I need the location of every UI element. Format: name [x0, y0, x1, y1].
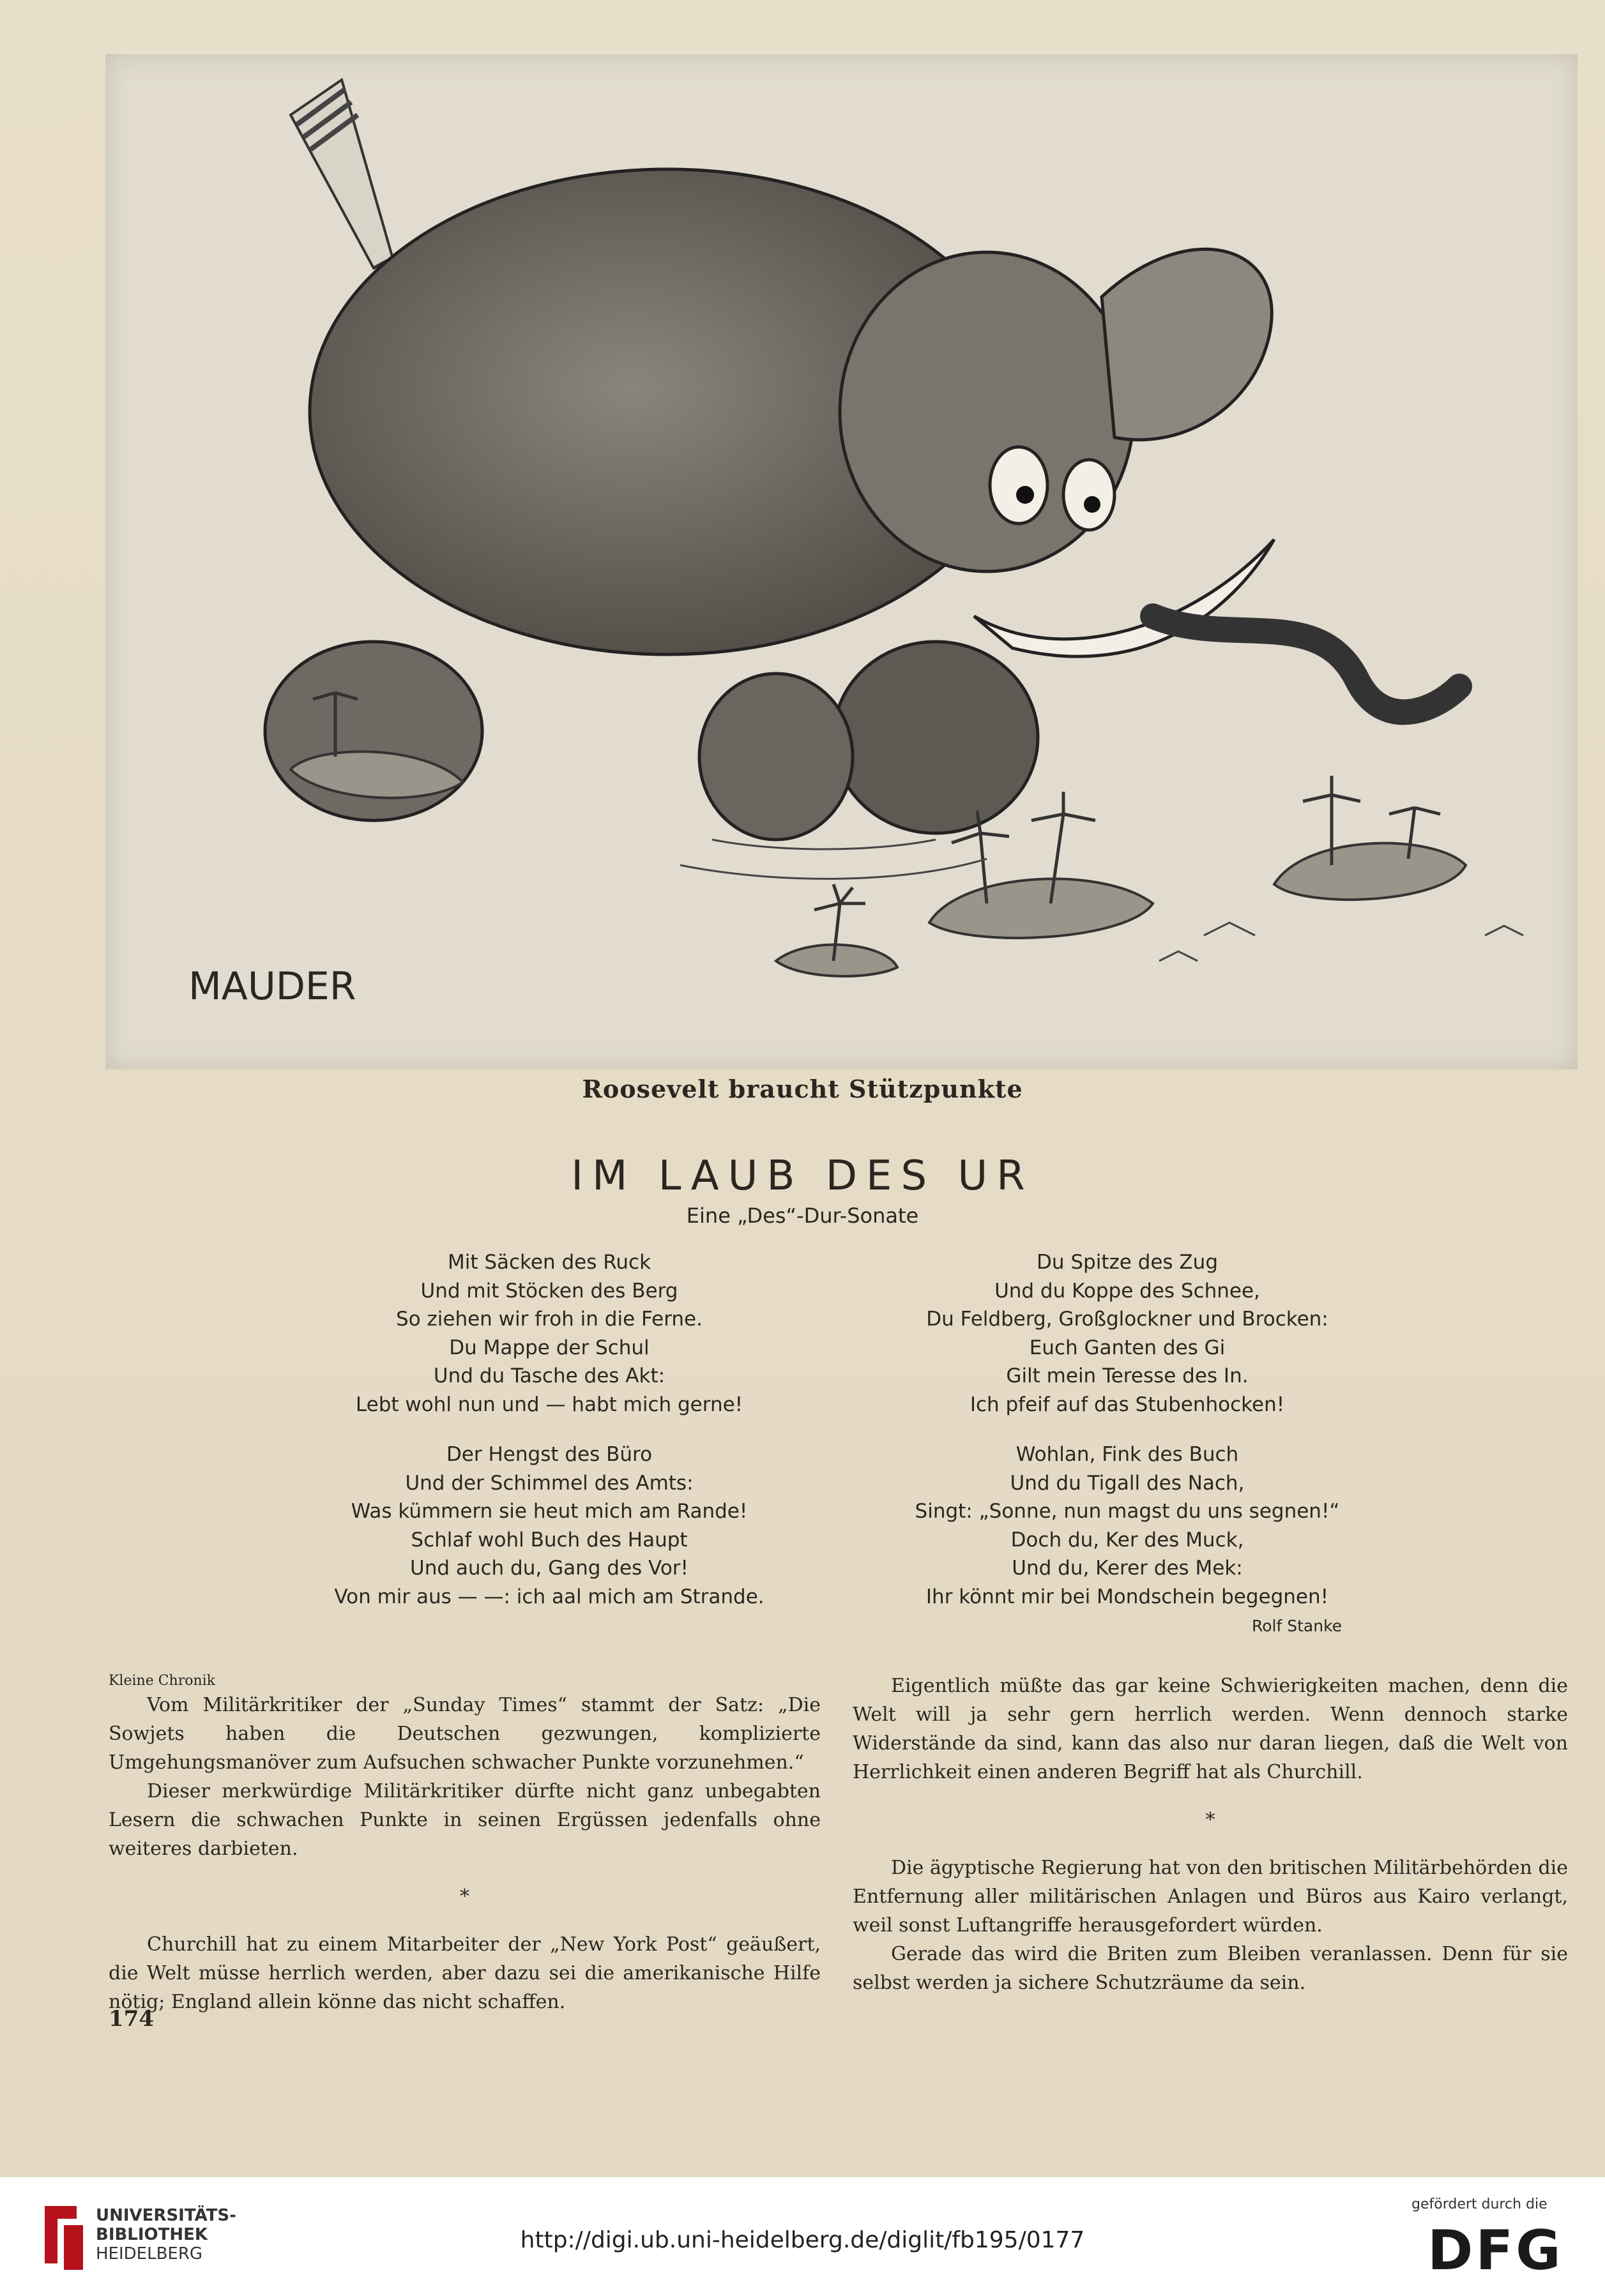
library-name-line: HEIDELBERG [96, 2244, 203, 2263]
poem-line: Ihr könnt mir bei Mondschein begegnen! [925, 1585, 1329, 1608]
section-separator: * [460, 1885, 469, 1908]
poem-line: Singt: „Sonne, nun magst du uns segnen!“ [915, 1500, 1340, 1523]
poem-stanza [840, 1440, 1415, 1611]
page-number: 174 [109, 2006, 154, 2032]
poem-line: Du Spitze des Zug [1036, 1251, 1218, 1274]
poem-line: Mit Säcken des Ruck [447, 1251, 651, 1274]
chronik-paragraph: Dieser merkwürdige Militärkritiker dürfte nicht ganz unbegabten Lesern die schwachen Punkte in seinen Ergüssen jedenfalls ohne weiteres darbieten. [109, 1780, 821, 1860]
dfg-logo: DFG [1427, 2219, 1563, 2283]
poem-line: Gilt mein Teresse des In. [1006, 1364, 1249, 1387]
poem-line: Und mit Stöcken des Berg [420, 1279, 678, 1303]
digitization-footer [0, 2177, 1605, 2296]
poem-line: Und auch du, Gang des Vor! [410, 1557, 688, 1580]
library-name-line: BIBLIOTHEK [96, 2225, 208, 2244]
poem-author: Rolf Stanke [1252, 1617, 1343, 1635]
poem-line: Und du Koppe des Schnee, [994, 1279, 1260, 1303]
poem-line: Du Feldberg, Großglockner und Brocken: [926, 1308, 1328, 1331]
poem-line: Der Hengst des Büro [446, 1443, 653, 1466]
chronik-paragraph: Eigentlich müßte das gar keine Schwierigkeiten machen, denn die Welt will ja sehr gern herrlich werden. Wenn dennoch starke Widerstände da sind, kann das also nur daran liegen, daß die Welt von Herrlichkeit einen anderen Begriff hat als Churchill. [853, 1675, 1568, 1783]
chronik-right-column [853, 1672, 1568, 1997]
chronik-paragraph: Vom Militärkritiker der „Sunday Times“ stammt der Satz: „Die Sowjets haben die Deutschen gezwungen, komplizierte Umgehungsmanöver zum Aufsuchen schwacher Punkte vorzunehmen.“ [109, 1694, 821, 1774]
poem-line: Und du, Kerer des Mek: [1012, 1557, 1243, 1580]
poem-line: Und der Schimmel des Amts: [405, 1471, 694, 1495]
poem-line: Lebt wohl nun und — habt mich gerne! [355, 1393, 743, 1416]
poem-line: Doch du, Ker des Muck, [1010, 1528, 1244, 1552]
library-name-line: UNIVERSITÄTS- [96, 2206, 236, 2225]
poem-left-column [262, 1248, 837, 1633]
chronik-heading: Kleine Chronik [109, 1673, 216, 1689]
cartoon-illustration [105, 54, 1578, 1069]
poem-stanza [840, 1248, 1415, 1419]
poem-line: Und du Tigall des Nach, [1010, 1471, 1245, 1495]
poem-right-column [840, 1248, 1415, 1633]
section-separator: * [1205, 1809, 1215, 1831]
poem-line: Du Mappe der Schul [449, 1336, 650, 1359]
poem-stanza [262, 1440, 837, 1611]
cartoon-caption: Roosevelt braucht Stützpunkte [582, 1075, 1023, 1103]
chronik-paragraph: Die ägyptische Regierung hat von den britischen Militärbehörden die Entfernung aller militärischen Anlagen und Büros aus Kairo verlangt, weil sonst Luftangriffe herausgefordert würden. [853, 1857, 1568, 1937]
poem-line: Ich pfeif auf das Stubenhocken! [970, 1393, 1285, 1416]
poem-stanza [262, 1248, 837, 1419]
poem-line: So ziehen wir froh in die Ferne. [395, 1308, 703, 1331]
poem-line: Wohlan, Fink des Buch [1015, 1443, 1239, 1466]
permalink-url[interactable]: http://digi.ub.uni-heidelberg.de/diglit/fb195/0177 [520, 2227, 1085, 2253]
poem-subtitle: Eine „Des“-Dur-Sonate [686, 1204, 919, 1228]
poem-line: Und du Tasche des Akt: [433, 1364, 666, 1387]
poem-line: Euch Ganten des Gi [1029, 1336, 1226, 1359]
chronik-paragraph: Gerade das wird die Briten zum Bleiben veranlassen. Denn für sie selbst werden ja sichere Schutzräume da sein. [853, 1943, 1568, 1994]
poem-line: Schlaf wohl Buch des Haupt [411, 1528, 688, 1552]
funding-label: gefördert durch die [1411, 2196, 1548, 2212]
poem-title: IM LAUB DES UR [571, 1152, 1034, 1200]
poem-line: Was kümmern sie heut mich am Rande! [351, 1500, 748, 1523]
artist-signature: MAUDER [188, 964, 356, 1009]
poem-line: Von mir aus — —: ich aal mich am Strande. [334, 1585, 764, 1608]
chronik-paragraph: Churchill hat zu einem Mitarbeiter der „New York Post“ geäußert, die Welt müsse herrlich werden, aber dazu sei die amerikanische Hilfe nötig; England allein könne das nicht schaffen. [109, 1933, 821, 2013]
chronik-left-column [109, 1672, 821, 2016]
elephant-drawing [265, 169, 1459, 840]
